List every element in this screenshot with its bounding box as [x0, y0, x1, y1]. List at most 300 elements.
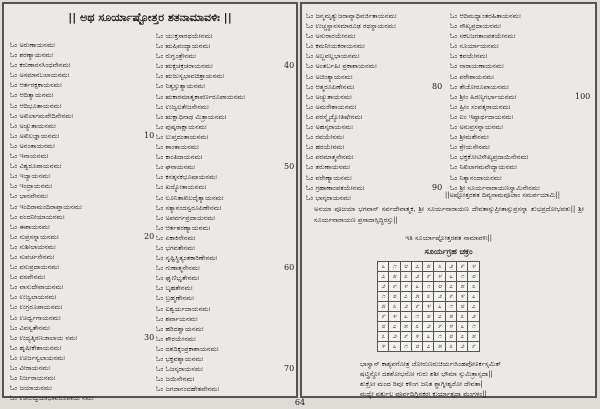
name-list-item: [156, 203, 296, 213]
name-text: ಓಂ ಅಹಸ್ಕರಾಯನಮಃ: [306, 123, 353, 132]
name-list-item: [10, 332, 155, 343]
grid-cell: ೩: [411, 322, 422, 332]
name-list-item: [156, 51, 296, 61]
grid-cell: ೧: [434, 332, 445, 342]
grid-cell: ೧: [445, 302, 456, 312]
name-list-item: [156, 354, 296, 364]
name-text: ಓಂ ಸಕಲಜಗತಾಂಪತಯೇನಮಃ: [450, 32, 516, 41]
grid-cell: ೩: [445, 342, 456, 352]
count-marker: 100: [575, 91, 591, 101]
grid-cell: ೧: [468, 322, 479, 332]
name-list-item: [10, 90, 150, 100]
grid-cell: ೭: [411, 262, 422, 272]
name-list-item: [450, 41, 595, 51]
name-list-item: [450, 132, 595, 142]
count-marker: 80: [432, 81, 443, 91]
count-marker: 60: [284, 263, 295, 273]
grid-cell: ೯: [445, 292, 456, 302]
name-text: ಓಂ ವಿವಸ್ವತೇನಮಃ: [10, 323, 50, 332]
name-text: ಓಂ ಇಜ್ಯಾಯನಮಃ: [10, 172, 51, 181]
name-list-item: [450, 102, 595, 112]
name-list-item: [156, 374, 296, 384]
name-list-item: [156, 334, 296, 344]
name-list-item: [450, 152, 595, 162]
name-text: ಓಂ ಸೌಖ್ಯಪ್ರದಾಯನಮಃ: [450, 22, 501, 31]
name-text: ಓಂ ಶ್ರೇಯಸೇನಮಃ: [450, 143, 490, 152]
grid-cell: ೮: [434, 282, 445, 292]
name-text: ಓಂ ಹರಿದಶ್ವಾಯನಮಃ: [156, 324, 204, 333]
name-text: ಓಂ ಉಜ್ವಲತೇಜಸೇನಮಃ: [156, 102, 209, 111]
grid-cell: ೬: [445, 272, 456, 282]
name-list-item: [156, 102, 296, 112]
name-list-item: [306, 183, 448, 193]
name-list-item: [10, 191, 150, 201]
grid-row: [378, 302, 480, 312]
names-column-2: [156, 31, 296, 394]
name-list-item: [306, 142, 448, 152]
name-text: ಓಂ ಶೌರಯೇನಮಃ: [156, 334, 196, 343]
name-text: ಓಂ ಕಾಂತಿದಾಯನಮಃ: [156, 153, 203, 162]
name-text: ಓಂ ಐಂ ಇಷ್ಟಾರ್ಥದಾಯನಮಃ: [450, 112, 514, 121]
name-text: ಓಂ ಅನುಪ್ರಸನ್ನಾಯನಮಃ: [450, 123, 504, 132]
grid-cell: ೩: [468, 282, 479, 292]
name-list-item: [450, 173, 595, 183]
grid-cell: ೮: [378, 322, 389, 332]
count-marker: 30: [144, 332, 155, 342]
name-text: ಓಂ ಯುಕ್ತಸಾರಥಯೇನಮಃ: [156, 32, 213, 40]
name-list-item: [306, 193, 448, 203]
name-text: ಓಂ ಶರ್ವಾಯನಮಃ: [156, 314, 198, 323]
name-list-item: [306, 152, 448, 162]
name-text: ಓಂ ಅನಂತಾಯನಮಃ: [10, 141, 55, 150]
grid-cell: ೫: [457, 282, 468, 292]
name-text: ಓಂ ಜಗದಾನಂದಹೇತವೇನಮಃ: [156, 385, 220, 394]
grid-cell: ೨: [423, 322, 434, 332]
name-text: ಓಂ ಗುಣಾತ್ಮನೇನಮಃ: [156, 264, 200, 273]
name-list-item: [306, 173, 448, 183]
name-text: ಓಂ ವಿಶ್ವರೂಪಾಯನಮಃ: [10, 162, 62, 171]
name-text: ಓಂ ಇನಾಯನಮಃ: [10, 152, 49, 161]
name-list-item: [10, 231, 155, 242]
grid-cell: ೭: [400, 292, 411, 302]
name-list-item: [450, 122, 595, 132]
name-list-item: [156, 182, 296, 192]
grid-cell: ೩: [423, 292, 434, 302]
name-text: ಓಂ ವಸುಪ್ರದಾಯನಮಃ: [10, 263, 60, 272]
name-text: ಓಂ ಈಶಾಯನಮಃ: [10, 222, 50, 231]
page-number: 64: [294, 398, 306, 407]
grid-cell: ೮: [445, 332, 456, 342]
name-list-item: [10, 313, 150, 323]
verse-line: ಭಾಸ್ವಾನ್ ಕಾಶ್ಯಪಗೋತ್ರ ಜೋರುಣರುಚಿರ್ಯಃಸಿಂಹಪೋಽರ್ಕಸ್ಸಮಿತ್: [360, 360, 501, 368]
name-list-item: [10, 121, 150, 131]
grid-cell: ೧: [457, 272, 468, 282]
grid-row: [378, 332, 480, 342]
count-marker: 70: [284, 364, 295, 374]
name-text: ಓಂ ಕವಯೇನಮಃ: [450, 52, 488, 61]
name-text: ಓಂ ಬ್ರಹ್ಮಣೇನಮಃ: [156, 294, 194, 303]
grid-cell: ೧: [423, 282, 434, 292]
name-text: ಓಂ ಋಷಿವಂದ್ಯಾಯನಮಃ: [156, 42, 211, 51]
name-text: ಓಂ ಬೃಹತೇನಮಃ: [156, 284, 193, 293]
name-list-item: [10, 130, 155, 141]
name-text: ಓಂ ಋಕಾರಮಾತೃಕಾವರ್ಣರೂಪಾಯನಮಃ: [156, 92, 246, 101]
name-list-item: [156, 364, 296, 374]
name-text: ಓಂ ಜಯಿನೇನಮಃ: [156, 375, 195, 384]
name-list-item: [156, 172, 296, 182]
name-list-item: [306, 82, 448, 92]
count-marker: 50: [284, 162, 295, 172]
grid-cell: ೯: [434, 322, 445, 332]
name-text: ಓಂ ಪರೇಶಾಯನಮಃ: [450, 72, 494, 81]
name-list-item: [10, 363, 150, 373]
name-list-item: [156, 344, 296, 354]
name-text: ಓಂ ಅಂತರ್ಬಹಿಃ ಪ್ರಕಾಶಾಯನಮಃ: [306, 62, 377, 71]
grid-cell: ೪: [445, 322, 456, 332]
name-text: ಓಂ ಲುಪ್ತದಂತಾಯನಮಃ: [156, 132, 209, 141]
name-text: ಓಂ ಶರಣ್ಯಾಯನಮಃ: [10, 51, 53, 60]
name-list-item: [10, 252, 150, 262]
name-list-item: [450, 51, 595, 61]
grid-cell: ೩: [378, 332, 389, 342]
name-text: ಓಂ ಸುಪ್ರಸನ್ನಾಯನಮಃ: [10, 232, 59, 241]
name-list-item: [306, 122, 448, 132]
name-list-item: [10, 212, 150, 222]
name-text: ಓಂ ಓಜಸ್ಕರಾಯನಮಃ: [156, 365, 203, 374]
grid-row: [378, 342, 480, 352]
name-text: ಓಂ ಭಾಸ್ಕರಾಯನಮಃ: [306, 193, 351, 202]
grid-cell: ೯: [457, 262, 468, 272]
grid-cell: ೩: [457, 312, 468, 322]
name-text: ಓಂ ಸೃಷ್ಟಿಸ್ಥಿತ್ಯಂತಕಾರಿಣೇನಮಃ: [156, 254, 218, 263]
name-list-item: [450, 31, 595, 41]
grid-cell: ೯: [423, 272, 434, 282]
name-text: ಓಂ ಶ್ರೀಂ ಹಿರಣ್ಯಗರ್ಭಾಯನಮಃ: [450, 92, 517, 101]
name-list-item: [156, 253, 296, 263]
name-list-item: [306, 92, 448, 102]
grid-cell: ೯: [411, 302, 422, 312]
name-text: ಓಂ ನಾರಾಯಣಾಯನಮಃ: [450, 62, 504, 71]
name-text: ಓಂ ತೇಜೋರೂಪಾಯನಮಃ: [450, 82, 509, 91]
name-list-item: [156, 283, 296, 293]
name-text: ಓಂ ನಿರ್ಜರಾಯನಮಃ: [10, 374, 56, 383]
left-panel: [2, 2, 298, 403]
name-text: ಓಂ ವೀರಾಯನಮಃ: [10, 364, 51, 372]
grid-cell: ೭: [389, 322, 400, 332]
name-text: ಓಂ ಅಚಿಂತ್ಯಾಯನಮಃ: [306, 72, 353, 81]
name-list-item: [10, 50, 150, 60]
name-list-item: [156, 293, 296, 303]
grid-cell: ೯: [389, 282, 400, 292]
count-marker: 20: [144, 231, 155, 241]
name-text: ಓಂ ಘೃಣಿಭೃತೇನಮಃ: [156, 274, 200, 283]
name-list-item: [10, 242, 150, 252]
name-text: ಓಂ ಸೂರ್ಯಾಯನಮಃ: [450, 42, 499, 51]
name-text: ಓಂ ಆದಿಮಧ್ಯಾಂತರಹಿತಾಯನಮಃ: [450, 12, 521, 20]
chakra-title: ಸೂರ್ಯಗ್ರಹ ಚಕ್ರಂ: [424, 247, 473, 256]
name-list-item: [156, 152, 296, 162]
name-list-item: [156, 162, 296, 172]
name-text: ಓಂ ಅಚ್ಯುತಾಯನಮಃ: [10, 121, 56, 130]
name-text: ಓಂ ನಿತ್ಯಸ್ತುತ್ಯಾಯನಮಃ: [156, 82, 206, 91]
name-text: ಓಂ ಉಚ್ಚಸ್ಥಾನಸಮಾರೂಢ ರಥಸ್ಥಾಯನಮಃ: [306, 22, 396, 31]
name-list-item: [10, 222, 150, 232]
name-list-item: [10, 101, 150, 111]
grid-cell: ೨: [411, 272, 422, 282]
name-text: ಓಂ ಆತ್ಮರೂಪಿಣೇನಮಃ: [306, 82, 355, 91]
name-text: ಓಂ ಹೃಷೀಕೇಶಾಯನಮಃ: [10, 343, 62, 352]
grid-cell: ೧: [411, 312, 422, 322]
name-list-item: [10, 40, 150, 50]
count-marker: 90: [432, 182, 443, 192]
name-text: ಓಂ ಉದ್ಯತ್ಕಿರಣಜಾಲಾಯ ನಮಃ: [10, 333, 78, 342]
name-text: ಓಂ ಕನತ್ಕನಕಭೂಷಾಯನಮಃ: [156, 173, 217, 182]
grid-cell: ೮: [457, 302, 468, 312]
name-text: ಓಂ ಕಮನೀಯಕರಾಯನಮಃ: [306, 42, 365, 51]
name-list-item: [10, 70, 150, 80]
grid-cell: ೪: [411, 332, 422, 342]
name-text: ಓಂ ಲೂನಿತಾಖಿಲದೈತ್ಯಾಯನಮಃ: [156, 193, 224, 202]
name-list-item: [156, 61, 296, 71]
name-text: ಓಂ ಏಕಾಕಿನೇನಮಃ: [156, 233, 196, 242]
name-text: ಓಂ ರುಗ್ಘಂತ್ರೇನಮಃ: [156, 52, 197, 61]
name-text: ಓಂ ಸತ್ಯಾನಂದಸ್ವರೂಪಿಣೇನಮಃ: [156, 203, 222, 212]
name-text: ಓಂ ಉಜ್ವಲಾಯನಮಃ: [10, 293, 57, 302]
name-list-item: [156, 223, 296, 233]
grid-cell: ೩: [400, 272, 411, 282]
name-list-item: [10, 282, 150, 292]
name-list-item: [306, 102, 448, 112]
name-text: ಓಂ ರವಯೇನಮಃ: [306, 133, 344, 142]
name-list-item: [450, 162, 595, 172]
name-text: ಓಂ ಅಖಿಲಜ್ಞಾಯನಮಃ: [10, 131, 60, 140]
grid-cell: ೯: [468, 342, 479, 352]
grid-cell: ೮: [423, 312, 434, 322]
grid-cell: ೨: [389, 332, 400, 342]
name-list-item: [10, 151, 150, 161]
name-text: ಓಂ ಅಪವರ್ಗಪ್ರದಾಯನಮಃ: [156, 213, 215, 222]
grid-cell: ೩: [434, 262, 445, 272]
name-list-item: [306, 162, 448, 172]
grid-cell: ೪: [434, 272, 445, 282]
grid-cell: ೮: [400, 262, 411, 272]
grid-cell: ೪: [378, 342, 389, 352]
name-list-item: [156, 31, 296, 41]
names-column-1: [10, 40, 155, 403]
count-marker: 10: [144, 130, 155, 140]
iti-line: ಇತಿ ಸೂರ್ಯಾಷ್ಟೋತ್ತರಶತ ನಾಮಾವಳಿಃ||: [405, 234, 492, 242]
name-text: ಓಂ ಅಮರೇಶಾಯನಮಃ: [306, 102, 357, 111]
name-list-item: [156, 324, 296, 334]
name-list-item: [10, 302, 150, 312]
name-text: ಓಂ ಊರ್ಧ್ವಗಾಯನಮಃ: [10, 313, 61, 322]
name-text: ಓಂ ಐಶ್ವರ್ಯದಾಯನಮಃ: [156, 304, 211, 313]
grid-cell: ೮: [389, 292, 400, 302]
name-list-item: [10, 383, 150, 393]
name-text: ಓಂ ಸುವರ್ಚಸೇನಮಃ: [10, 252, 55, 261]
grid-cell: ೫: [389, 272, 400, 282]
name-list-item: [10, 111, 150, 121]
name-text: ಓಂ ಶ್ರೀ ಸೂರ್ಯನಾರಾಯಣಸ್ವಾಮಿನೇನಮಃ: [450, 183, 540, 192]
name-list-item: [10, 141, 150, 151]
name-list-item: [156, 132, 296, 142]
name-text: ಓಂ ಭಕ್ತಕೋಟಿಸೌಖ್ಯಪ್ರದಾಯಿನೇನಮಃ: [450, 153, 529, 162]
name-list-item: [306, 21, 448, 31]
name-text: ಓಂ ಅಸಮಾನಬಲಾಯನಮಃ: [10, 71, 70, 80]
closing-paragraph: ಅನಯಾ ಪೂಜಯಾ ಭಗವಾನ್ ಸರ್ವದೇವಾತ್ಮಕ, ಶ್ರೀ ಸೂರ್ಯನಾರಾಯಣ ದೇವತಾಸ್ಸುಪ್ರೀತಾಸ್ಸುಪ್ರಸನ್ನಾ ಶುಭಪ್ರದೋಭವತು|| ಶ್ರೀ ಸೂರ್ಯನಾರಾಯಣ ಪ್ರಸಾದಾಸ್ಸಿದ್ಧಿರಸ್ತು||: [314, 205, 584, 224]
name-list-item: [156, 41, 296, 51]
name-list-item: [156, 193, 296, 203]
name-list-item: [10, 181, 150, 191]
name-list-item: [156, 112, 296, 122]
name-list-item: [450, 82, 595, 92]
grid-cell: ೬: [457, 322, 468, 332]
grid-cell: ೫: [411, 292, 422, 302]
name-list-item: [306, 31, 448, 41]
name-text: ಓಂ ವಾಸುದೇವಾಯನಮಃ: [10, 283, 64, 292]
name-text: ಓಂ ಶಾಂತಾಯನಮಃ: [156, 143, 199, 152]
grid-cell: ೨: [457, 342, 468, 352]
grid-row: [378, 312, 480, 322]
grid-row: [378, 292, 480, 302]
grid-cell: ೪: [457, 292, 468, 302]
name-list-item: [156, 92, 296, 102]
name-list-item: [450, 21, 595, 31]
grid-cell: ೧: [400, 342, 411, 352]
grid-cell: ೪: [389, 312, 400, 322]
grid-cell: ೭: [457, 332, 468, 342]
names-column-4: [450, 11, 595, 193]
name-text: ಓಂ ಊರುದ್ವಯಾಭಾವರೂಪಾಯ ನಮಃ: [10, 394, 94, 403]
name-text: ಓಂ ಭಕ್ತವಶ್ಯಾಯನಮಃ: [156, 355, 204, 363]
name-text: ಓಂ ಭಗವತೇನಮಃ: [156, 243, 195, 252]
grid-cell: ೬: [400, 312, 411, 322]
name-list-item: [10, 262, 150, 272]
name-text: ಓಂ ಘನಾಯನಮಃ: [156, 163, 196, 172]
name-list-item: [156, 142, 296, 152]
grid-cell: ೯: [400, 332, 411, 342]
grid-cell: ೬: [378, 262, 389, 272]
name-list-item: [156, 71, 296, 81]
name-text: ಓಂ ವರೇಣ್ಯಾಯನಮಃ: [306, 173, 352, 182]
name-text: ಓಂ ಪರಸ್ಮೈಜ್ಯೋತಿಷೇನಮಃ: [306, 112, 363, 121]
name-list-item: [306, 112, 448, 122]
name-list-item: [10, 272, 150, 282]
name-list-item: [156, 243, 296, 253]
grid-cell: ೯: [378, 312, 389, 322]
name-list-item: [450, 112, 595, 122]
name-list-item: [10, 323, 150, 333]
grid-cell: ೭: [445, 282, 456, 292]
name-text: ಓಂ ದಶದಿಕ್ಸಂಪ್ರಕಾಶಾಯನಮಃ: [156, 344, 219, 353]
name-text: ಓಂ ಆದಿತ್ಯಾಯನಮಃ: [10, 91, 54, 100]
grid-cell: ೬: [411, 282, 422, 292]
name-list-item: [10, 60, 150, 70]
name-text: ಓಂ ಗ್ರಹಾಣಾಂಪತಯೇನಮಃ: [306, 183, 365, 192]
name-text: ಓಂ ಆರ್ತರಕ್ಷಕಾಯನಮಃ: [10, 81, 62, 90]
name-list-item: [306, 11, 448, 21]
name-list-item: [306, 61, 448, 71]
grid-cell: ೬: [434, 302, 445, 312]
name-text: ಓಂ ಸುಶೀಲಾಯನಮಃ: [10, 242, 56, 251]
name-list-item: [156, 263, 296, 273]
name-text: ಓಂ ವಸವೇನಮಃ: [10, 273, 46, 282]
name-text: ಓಂ ಪುಷ್ಕರಾಕ್ಷಾಯನಮಃ: [156, 122, 207, 131]
name-list-item: [450, 61, 595, 71]
grid-cell: ೧: [378, 292, 389, 302]
grid-cell: ೫: [423, 262, 434, 272]
grid-cell: ೬: [468, 292, 479, 302]
grid-cell: ೭: [468, 302, 479, 312]
name-text: ಓಂ ಅಚ್ಯುತಾಯನಮಃ: [306, 92, 352, 101]
name-list-item: [156, 213, 296, 223]
name-text: ಓಂ ಭಾನವೇನಮಃ: [10, 192, 48, 201]
name-list-item: [450, 92, 595, 102]
name-list-item: [306, 41, 448, 51]
grid-cell: ೪: [400, 282, 411, 292]
grid-cell: ೮: [468, 272, 479, 282]
name-text: ಓಂ ಕರುಣಾರಸಸಿಂಧವೇನಮಃ: [10, 61, 71, 70]
grid-cell: ೫: [468, 332, 479, 342]
grid-cell: ೩: [389, 302, 400, 312]
grid-cell: ೨: [400, 302, 411, 312]
verse-line: ಶುಕ್ರೋ ಮಂದ ರಿಪುಃ ಕಳಿಂಗ ಜನಿತ ಶ್ಚಾಗ್ನೀಶ್ವರೋ ದೇವತಾ|: [360, 380, 483, 388]
grid-row: [378, 262, 480, 272]
grid-cell: ೭: [434, 312, 445, 322]
name-list-item: [156, 273, 296, 283]
name-list-item: [450, 11, 595, 21]
name-list-item: [10, 292, 150, 302]
name-text: ಓಂ ಉಗ್ರರೂಪಾಯನಮಃ: [10, 303, 63, 312]
name-list-item: [156, 233, 296, 243]
name-list-item: [10, 161, 150, 171]
grid-cell: ೨: [378, 282, 389, 292]
name-text: ಓಂ ಆರ್ತಶರಣ್ಯಾಯನಮಃ: [156, 223, 211, 232]
page-title: || ಅಥ ಸೂರ್ಯಾಷ್ಟೋತ್ತರ ಶತನಾಮಾವಳಿಃ ||: [68, 11, 232, 24]
grid-cell: ೫: [434, 342, 445, 352]
count-marker: 40: [284, 61, 295, 71]
name-text: ಓಂ ಇಂದ್ರಾಯನಮಃ: [10, 182, 53, 191]
grid-cell: ೨: [468, 312, 479, 322]
name-list-item: [450, 142, 595, 152]
name-text: ಓಂ ಶ್ರೀಮತೇನಮಃ: [450, 133, 489, 142]
name-text: ಓಂ ಋಜುಸ್ವಭಾವಚಿತ್ತಾಯನಮಃ: [156, 72, 225, 81]
name-list-item: [10, 353, 150, 363]
name-list-item: [306, 51, 448, 61]
name-text: ಓಂ ಹ್ರೀಂ ಸಂಪತ್ಕರಾಯನಮಃ: [450, 102, 511, 111]
name-text: ಓಂ ನಿತ್ಯಾನಂದಾಯನಮಃ: [450, 173, 502, 182]
name-text: ಓಂ ಖದ್ಯೋತಾಯನಮಃ: [156, 183, 207, 192]
surya-graha-chakra-grid: [377, 261, 480, 352]
samarpana-line: ||ಅಷ್ಟೋತ್ತರಶತ ದಿವ್ಯನಾಮಪೂಜಾಂ ಸಮರ್ಪಯಾಮಿ||: [445, 191, 560, 199]
name-list-item: [156, 314, 296, 324]
name-list-item: [306, 72, 448, 82]
name-text: ಓಂ ಜಯಾಯನಮಃ: [10, 384, 52, 393]
verse-line: ಷಟ್ತ್ರಿಸ್ಥೋ ದಶಶೋಭನೋ ಗುರು ಶಶೀ ಭೌಮಾ ಸ್ಸುಮಿತ್ರಾಸ್ಸದಾ||: [360, 370, 493, 378]
name-text: ಓಂ ಋಕ್ಷಚಕ್ರಚರಾಯನಮಃ: [156, 62, 213, 71]
name-list-item: [450, 72, 595, 82]
name-text: ಓಂ ಪರಮಾತ್ಮನೇನಮಃ: [306, 153, 354, 162]
grid-cell: ೭: [378, 272, 389, 282]
name-text: ಓಂ ಜನ್ಮಮೃತ್ಯುಜರಾವ್ಯಾಧಿವರ್ಜಿತಾಯನಮಃ: [306, 12, 397, 20]
name-list-item: [156, 384, 296, 394]
name-list-item: [156, 81, 296, 91]
grid-cell: ೧: [389, 262, 400, 272]
name-list-item: [10, 373, 150, 383]
name-list-item: [10, 343, 150, 353]
name-text: ಓಂ ವಂದನೀಯಾಯನಮಃ: [10, 212, 65, 221]
grid-row: [378, 272, 480, 282]
